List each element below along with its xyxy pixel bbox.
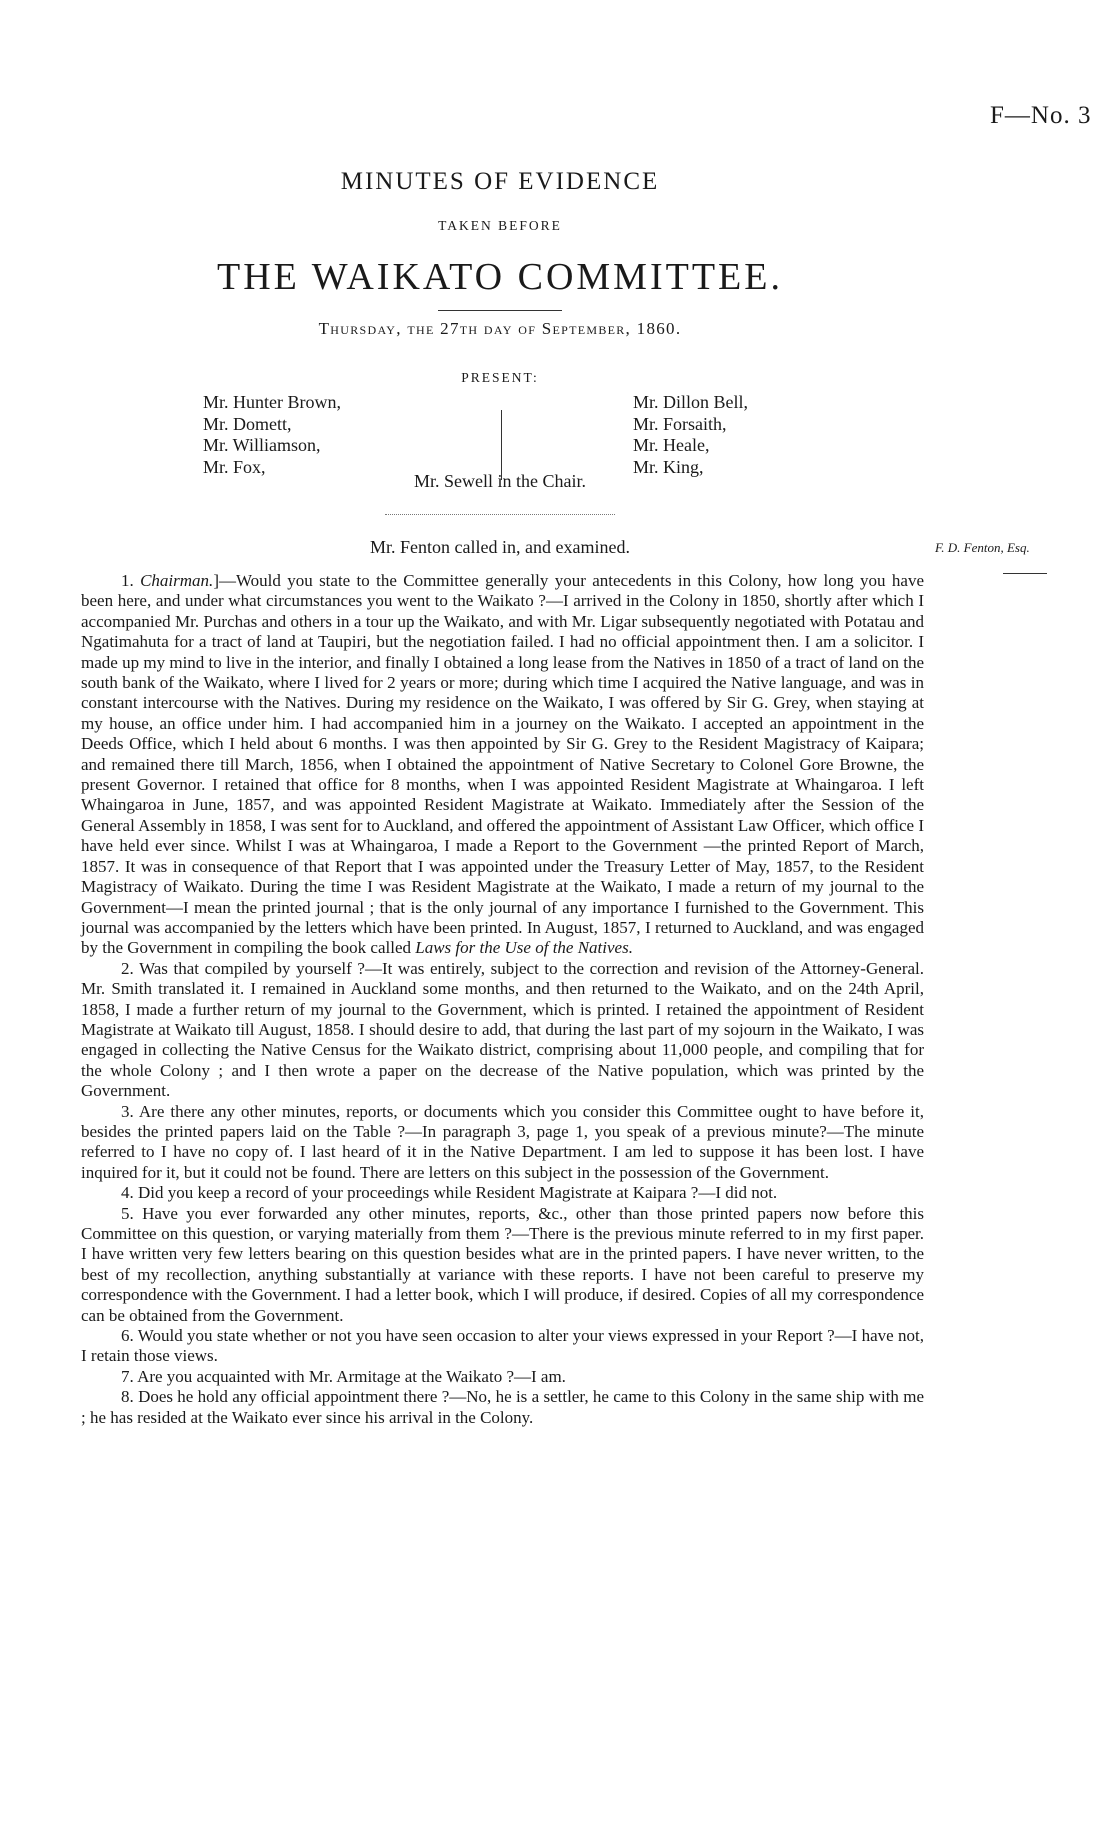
evidence-paragraph <box>81 1387 924 1428</box>
evidence-paragraph <box>81 1183 924 1203</box>
paragraph-text: Are you acquainted with Mr. Armitage at the Waikato ?—I am. <box>137 1366 566 1386</box>
committee-heading: THE WAIKATO COMMITTEE. <box>217 256 783 298</box>
question-number: 1. <box>121 571 134 590</box>
member-name: Mr. Fox, <box>203 456 266 477</box>
question-number: 6. <box>121 1326 134 1346</box>
margin-witness-name: F. D. Fenton, Esq. <box>935 540 1030 555</box>
dateline: Thursday, the 27th day of September, 1860. <box>318 319 682 338</box>
evidence-paragraph <box>81 1326 924 1367</box>
section-divider <box>385 514 615 515</box>
paragraph-text: Would you state whether or not you have seen occasion to alter your views expressed in your Report ?—I have not, I retain those views. <box>81 1326 924 1366</box>
witness-called-line: Mr. Fenton called in, and examined. <box>370 537 630 557</box>
document-reference: F—No. 3 <box>990 102 1092 129</box>
member-name: Mr. King, <box>633 456 704 477</box>
document-title: MINUTES OF EVIDENCE <box>340 168 660 195</box>
member-name: Mr. Forsaith, <box>633 413 727 434</box>
paragraph-text: Does he hold any official appointment there ?—No, he is a settler, he came to this Colony in the same ship with me ; he has resided at the Waikato ever since his arrival in the Colony. <box>81 1387 924 1427</box>
question-number: 8. <box>121 1387 134 1407</box>
member-name: Mr. Heale, <box>633 435 710 455</box>
book-title: Laws for the Use of the Natives. <box>415 938 633 958</box>
member-name: Mr. Hunter Brown, <box>203 392 341 412</box>
question-number: 4. <box>121 1183 134 1203</box>
paragraph-text: Did you keep a record of your proceedings while Resident Magistrate at Kaipara ?—I did not. <box>138 1183 778 1203</box>
evidence-paragraph <box>81 571 924 959</box>
evidence-paragraph <box>81 1367 924 1387</box>
evidence-body <box>81 571 924 1428</box>
members-left-column <box>203 392 341 478</box>
margin-rule <box>1003 573 1047 574</box>
question-number: 3. <box>121 1101 134 1121</box>
question-number: 7. <box>121 1366 134 1386</box>
member-name: Mr. Domett, <box>203 413 292 434</box>
question-number: 5. <box>121 1203 134 1223</box>
member-name: Mr. Williamson, <box>203 435 321 455</box>
present-label: PRESENT: <box>461 370 539 385</box>
paragraph-text: Are there any other minutes, reports, or documents which you consider this Committee ought to have before it, besides the printed papers laid on the Table ?—In paragraph 3, page 1, you speak of a previous minute?—The minute referred to I have no copy of. I last heard of it in the Native Department. I am led to suppose it has been lost. I have inquired for it, but it could not be found. There are letters on this subject in the possession of the Government. <box>81 1101 924 1182</box>
column-divider <box>501 410 502 480</box>
title-divider <box>438 310 562 311</box>
speaker: Chairman. <box>140 571 214 590</box>
paragraph-text: Have you ever forwarded any other minutes, reports, &c., other than those printed papers now before this Committee on this question, or varying materially from them ?—There is the previous minute referred to in my first paper. I have written very few letters bearing on this question besides what are in the printed papers. I have never written, to the best of my recollection, anything substantially at variance with these reports. I have not been careful to preserve my correspondence with the Government. I had a letter book, which I will produce, if desired. Copies of all my correspondence can be obtained from the Government. <box>81 1203 925 1325</box>
chair-line: Mr. Sewell in the Chair. <box>414 471 586 491</box>
members-right-column <box>633 392 748 478</box>
evidence-paragraph <box>81 1102 924 1184</box>
paragraph-text: Was that compiled by yourself ?—It was entirely, subject to the correction and revision of the Attorney-General. Mr. Smith translated it. I remained in Auckland some months, and then returned to the Waikato, and on the 24th April, 1858, I made a further return of my journal to the Government, which is printed. I retained the appointment of Resident Magistrate at Waikato till August, 1858. I should desire to add, that during the last part of my sojourn in the Waikato, I was engaged in collecting the Native Census for the Waikato district, comprising about 11,000 people, and compiling that for the whole Colony ; and I then wrote a paper on the decrease of the Native population, which was printed by the Government. <box>81 958 925 1101</box>
evidence-paragraph <box>81 1204 924 1326</box>
paragraph-text: ]—Would you state to the Committee generally your antecedents in this Colony, how long you have been here, and under what circumstances you went to the Waikato ?—I arrived in the Colony in 1850, shortly after which I accompanied Mr. Purchas and others in a tour up the Waikato, and with Mr. Ligar subsequently negotiated with Potatau and Ngatimahuta for a tract of land at Taupiri, but the negotiation failed. I had no official appointment then. I am a solicitor. I made up my mind to live in the interior, and finally I obtained a long lease from the Natives in 1850 of a tract of land on the south bank of the Waikato, where I lived for 2 years or more; during which time I acquired the Native language, and was in constant intercourse with the Natives. During my residence on the Waikato, I was offered by Sir G. Grey, when staying at my house, an office under him. I had accompanied him in a journey on the Waikato. I accepted an appointment in the Deeds Office, which I held about 6 months. I was then appointed by Sir G. Grey to the Resident Magistracy of Kaipara; and remained there till March, 1856, when I obtained the appointment of Native Secretary to Colonel Gore Browne, the present Governor. I retained that office for 8 months, when I was appointed Resident Magistrate at Whaingaroa. I left Whaingaroa in June, 1857, and was appointed Resident Magistrate at Waikato. Immediately after the Session of the General Assembly in 1858, I was sent for to Auckland, and offered the appointment of Assistant Law Officer, which office I have held ever since. Whilst I was at Whaingaroa, I made a Report to the Government —the printed Report of March, 1857. It was in consequence of that Report that I was appointed under the Treasury Letter of May, 1857, to the Resident Magistracy of Waikato. During the time I was Resident Magistrate at the Waikato, I made a return of my journal to the Government—I mean the printed journal ; that is the only journal of any importance I furnished to the Government. This journal was accompanied by the letters which have been printed. In August, 1857, I returned to Auckland, and was engaged by the Government in compiling the book called <box>81 571 924 958</box>
question-number: 2. <box>121 958 134 978</box>
member-name: Mr. Dillon Bell, <box>633 392 749 412</box>
document-subtitle: TAKEN BEFORE <box>438 218 562 233</box>
evidence-paragraph <box>81 959 924 1102</box>
